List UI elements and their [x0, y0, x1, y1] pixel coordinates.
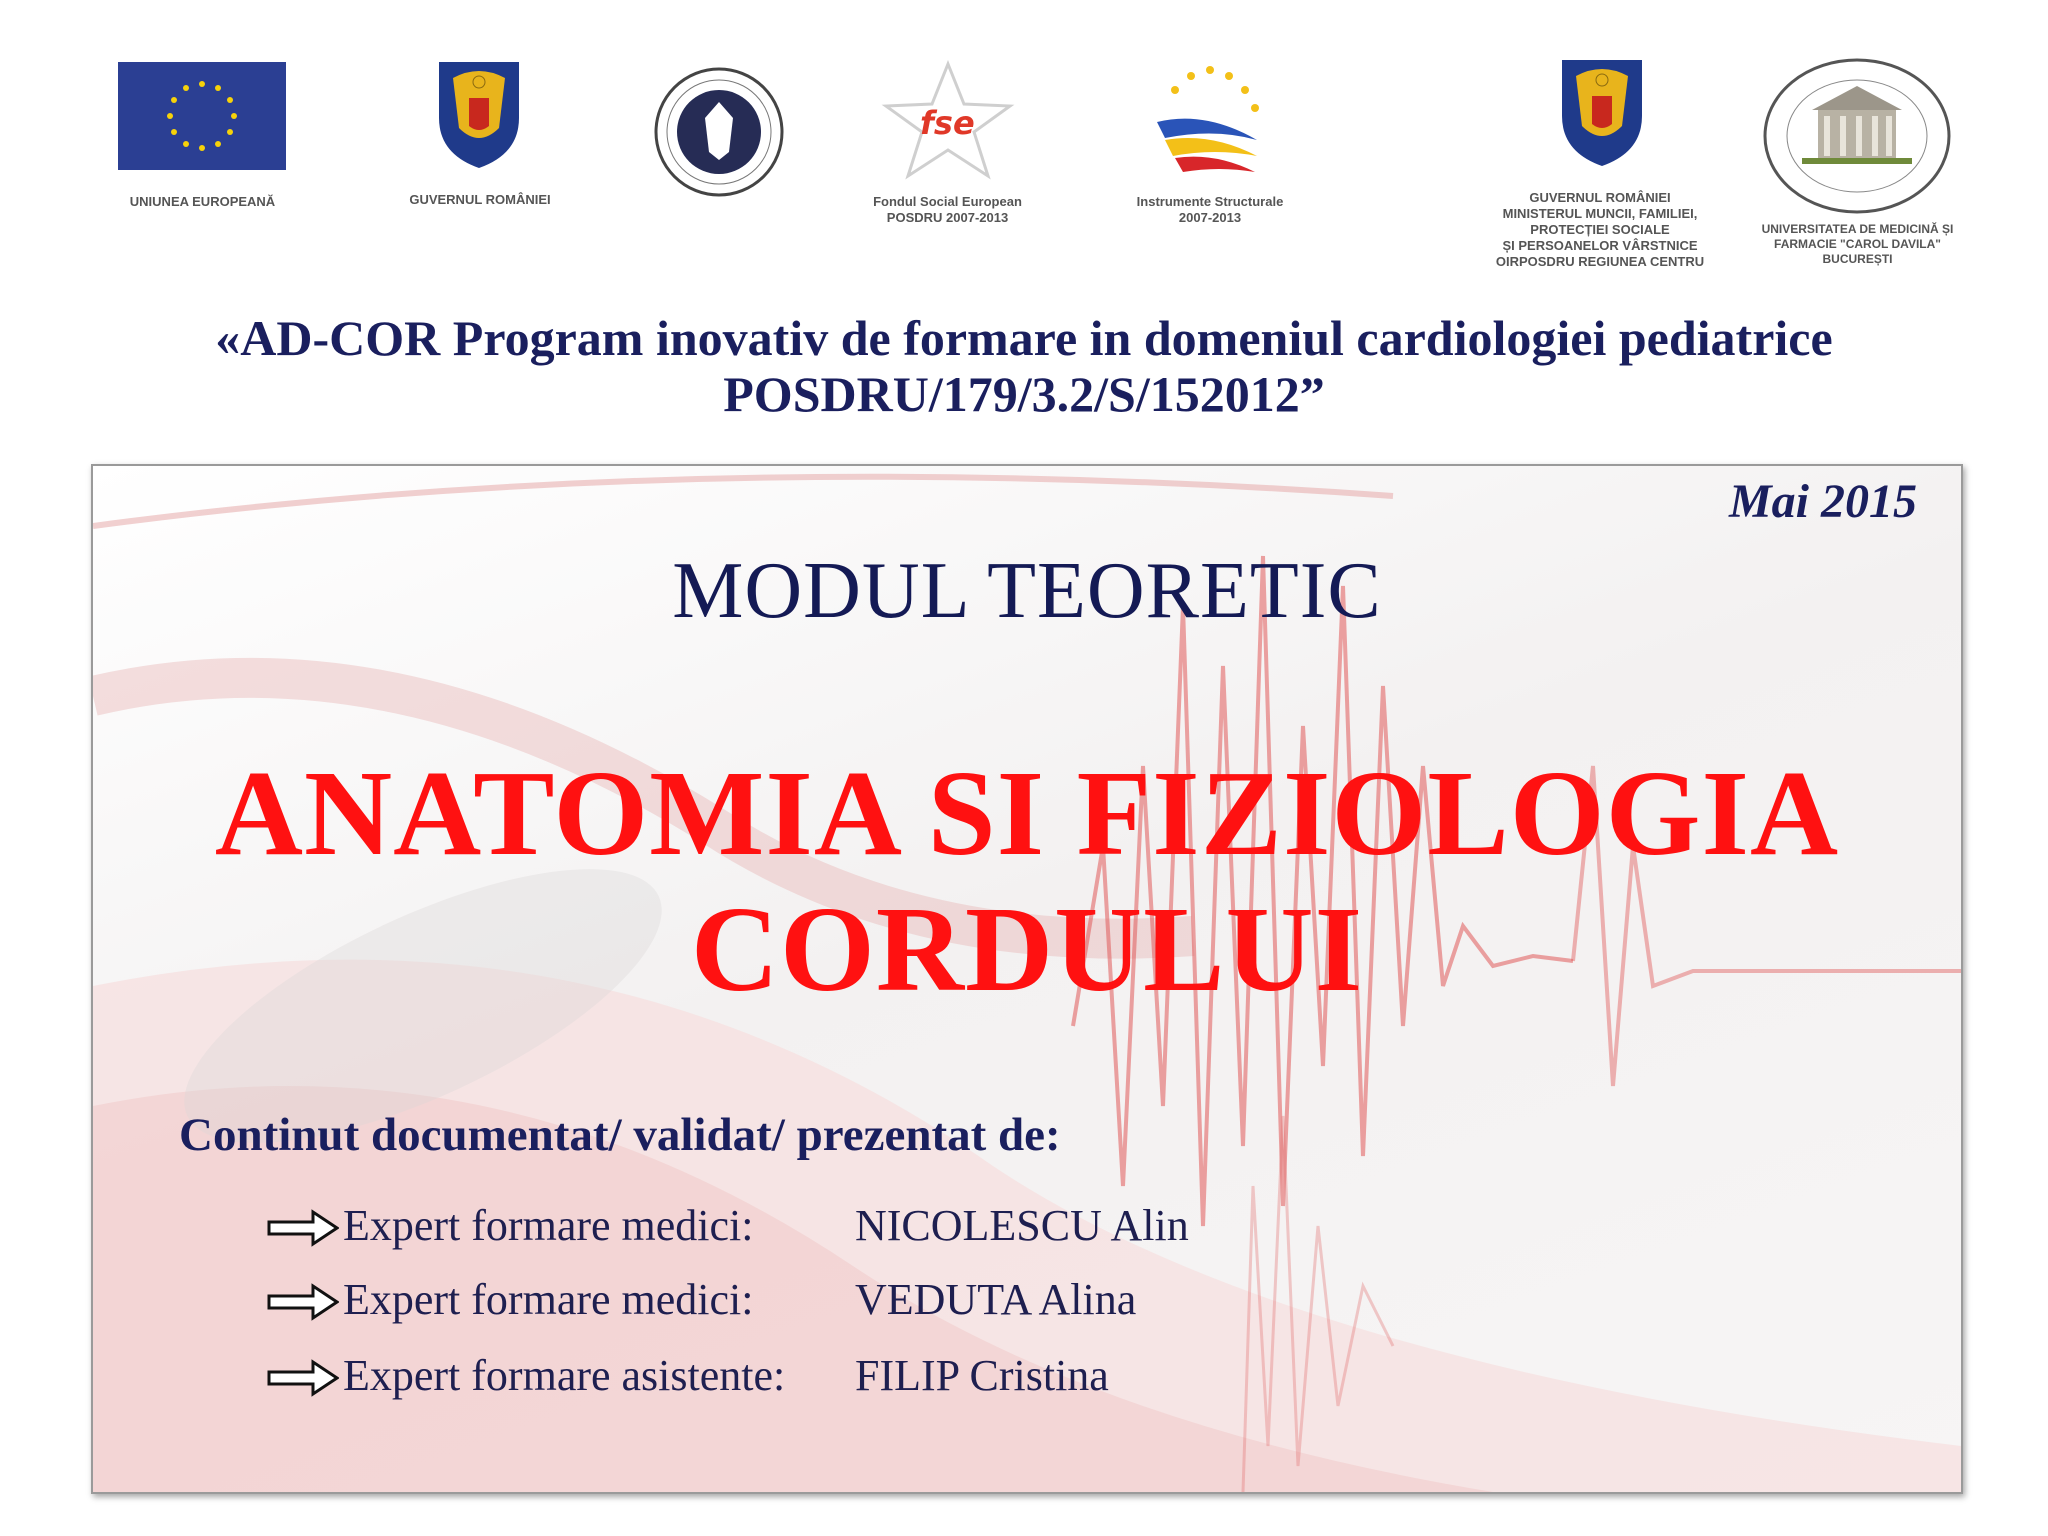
romania-coat-of-arms-icon [435, 58, 523, 174]
expert-role: Expert formare medici: [343, 1275, 754, 1324]
fse-logo-icon [880, 60, 1016, 184]
romania-coat-of-arms-icon [1558, 56, 1646, 172]
module-heading: MODUL TEORETIC [672, 547, 1382, 635]
logo-caption-umf: UNIVERSITATEA DE MEDICINĂ ȘI FARMACIE "CAROL DAVILA" BUCUREȘTI [1761, 222, 1954, 266]
instrumente-structurale-logo-icon [1145, 60, 1275, 184]
logo-caption-fse: Fondul Social European POSDRU 2007-2013 [873, 194, 1022, 225]
ministerul-fondurilor-europene-seal-icon [653, 66, 785, 202]
slide-title [93, 746, 1961, 1018]
expert-name: NICOLESCU Alin [855, 1201, 1189, 1250]
slide-title-line1: ANATOMIA SI FIZIOLOGIA [214, 746, 1840, 881]
expert-role: Expert formare medici: [343, 1201, 754, 1250]
content-heading: Continut documentat/ validat/ prezentat de: [179, 1109, 1061, 1161]
logo-caption-eu: UNIUNEA EUROPEANĂ [129, 194, 276, 209]
umf-carol-davila-seal-icon [1762, 58, 1952, 218]
logo-caption-ministerul-muncii: GUVERNUL ROMÂNIEI MINISTERUL MUNCII, FAMILIEI, PROTECȚIEI SOCIALE ȘI PERSOANELOR VÂRSTNICE OIRPOSDRU REGIUNEA CENTRU [1495, 190, 1705, 269]
arrow-right-icon [267, 1282, 339, 1322]
slide-title-line2: CORDULUI [690, 882, 1364, 1017]
presentation-date: Mai 2015 [1728, 475, 1917, 528]
project-title-line2: POSDRU/179/3.2/S/152012” [723, 366, 1325, 422]
expert-role: Expert formare asistente: [343, 1351, 786, 1400]
arrow-right-icon [267, 1208, 339, 1248]
title-slide [91, 464, 1963, 1494]
arrow-right-icon [267, 1358, 339, 1398]
project-title-line1: «AD-COR Program inovativ de formare in domeniul cardiologiei pediatrice [215, 310, 1833, 366]
logo-strip [0, 0, 2048, 290]
logo-caption-guvern: GUVERNUL ROMÂNIEI [409, 192, 551, 207]
expert-name: FILIP Cristina [855, 1351, 1109, 1400]
expert-name: VEDUTA Alina [855, 1275, 1137, 1324]
svg-text:fse: fse [920, 104, 975, 142]
logo-caption-instrumente: Instrumente Structurale 2007-2013 [1136, 194, 1284, 225]
eu-flag-icon [118, 62, 286, 174]
